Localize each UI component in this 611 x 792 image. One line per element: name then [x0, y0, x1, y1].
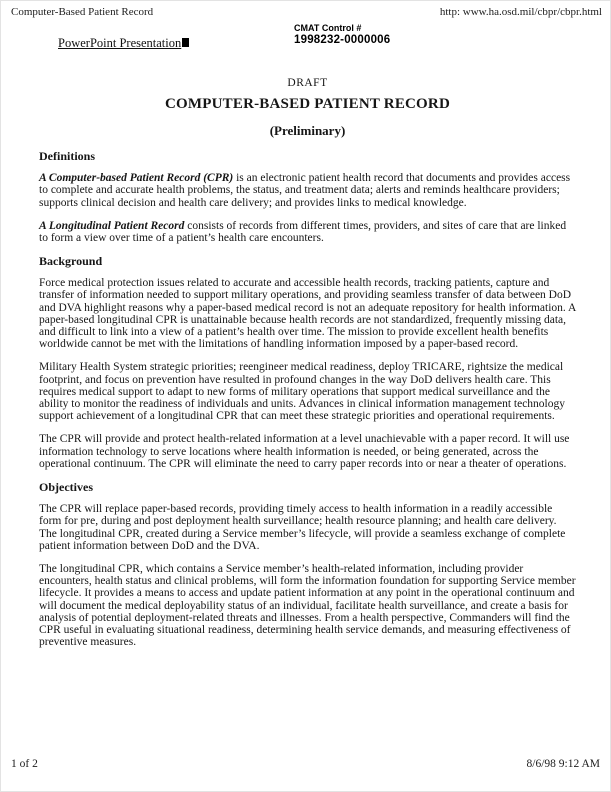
section-heading-definitions: Definitions [39, 148, 96, 163]
print-timestamp: 8/6/98 9:12 AM [526, 758, 600, 770]
document-title: COMPUTER-BASED PATIENT RECORD [165, 96, 450, 113]
document-body [39, 77, 576, 659]
cmat-control-block [294, 23, 390, 46]
powerpoint-presentation-link[interactable]: PowerPoint Presentation [58, 36, 182, 50]
page-number: 1 of 2 [11, 758, 38, 770]
print-header-title: Computer-Based Patient Record [11, 6, 154, 18]
objectives-paragraph-2: The longitudinal CPR, which contains a Service member’s health-related information, including provider encounters, health status and clinical problems, will form the information foundation for supporting Service member lifecycle. It provides a means to access and update patient information at any point in the operational continuum and will document the medical deployability status of an individual, facilitate health surveillance, and create a basis for analysis of potential deployment-related threats and illnesses. From a health perspective, Commanders will find the CPR useful in evaluating situational readiness, determining health service demands, and measuring effectiveness of preventive measures. [39, 562, 576, 649]
draft-label: DRAFT [287, 77, 328, 89]
definition-longitudinal-text: consists of records from different times, providers, and sites of care that are linked to form a view over time of a patient’s health care encounters. [39, 219, 567, 244]
section-heading-objectives: Objectives [39, 479, 93, 494]
cmat-control-number: 1998232-0000006 [294, 34, 391, 46]
cmat-control-label: CMAT Control # [294, 23, 362, 33]
definition-cpr-text: is an electronic patient health record that documents and provides access to complete and accurate health problems, the status, and treatment data; alerts and reminds healthcare providers; supports clinical decision and health care delivery; and provides links to medical knowledge. [39, 172, 571, 209]
definition-cpr-term: A Computer-based Patient Record (CPR) [39, 172, 234, 185]
print-footer [11, 758, 600, 770]
paragraph-definition-longitudinal [39, 220, 576, 245]
paragraph-definition-cpr [39, 172, 576, 209]
print-header [11, 6, 602, 18]
background-paragraph-1: Force medical protection issues related to accurate and accessible health records, tracking patients, capture and transfer of information needed to support military operations, and providing seamless transfer of data between DoD and DVA highlight reasons why a paper-based medical record is not an adequate repository for health information. A paper-based longitudinal CPR is unattainable because health records are not standardized, frequently missing data, and difficult to link into a view of a patient’s health over time. The mission to provide excellent health benefits worldwide cannot be met with the limitations of handling information imposed by a paper-based record. [39, 276, 576, 351]
section-heading-background: Background [39, 253, 103, 268]
background-paragraph-2: Military Health System strategic priorities; reengineer medical readiness, deploy TRICARE, rightsize the medical footprint, and focus on prevention have resulted in profound changes in the way DoD delivers health care. This requires medical support to adapt to new forms of military operations that support medical surveillance and the ability to monitor the readiness of individuals and units. Advances in clinical information management technology support achievement of a longitudinal CPR that can meet these strategic priorities and operational requirements. [39, 361, 566, 423]
document-subtitle: (Preliminary) [269, 122, 346, 138]
background-paragraph-3: The CPR will provide and protect health-related information at a level unachievable with a paper record. It will use information technology to serve locations where health information is needed, or being generated, across the operational continuum. The CPR will eliminate the need to carry paper records into or near a theater of operations. [39, 433, 570, 470]
definition-longitudinal-term: A Longitudinal Patient Record [39, 219, 185, 232]
objectives-paragraph-1: The CPR will replace paper-based records, providing timely access to health information in a readily accessible form for pre, during and post deployment health surveillance; health resource planning; and health care delivery. The longitudinal CPR, created during a Service member’s lifecycle, will provide a seamless exchange of complete patient information between DoD and the DVA. [39, 502, 566, 552]
print-header-url: http: www.ha.osd.mil/cbpr/cbpr.html [439, 6, 602, 18]
black-square-icon [182, 38, 189, 47]
